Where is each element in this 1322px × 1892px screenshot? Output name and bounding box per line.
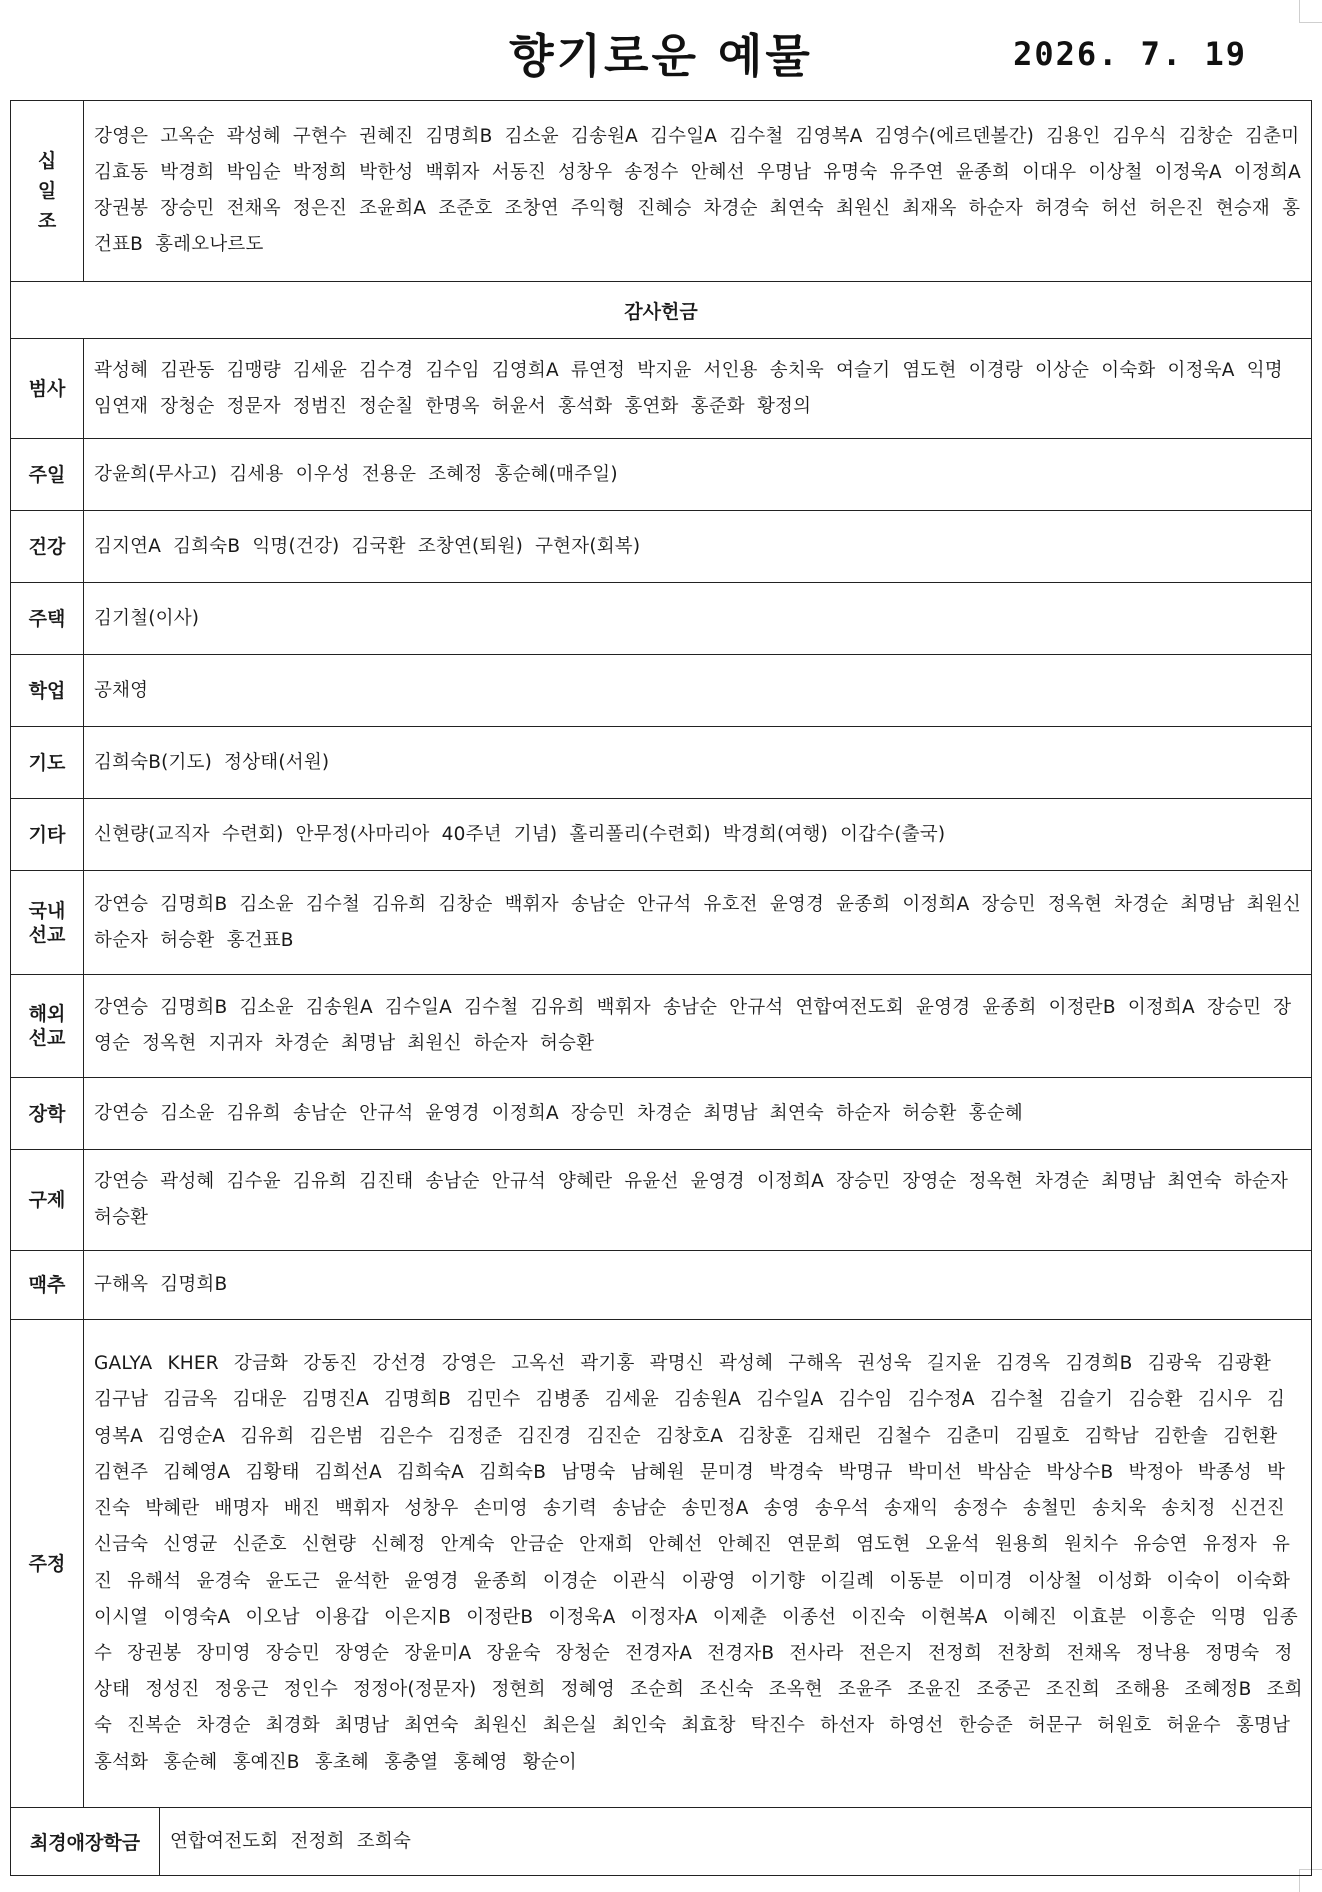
page-header	[0, 0, 1322, 100]
maekchu-label: 맥추	[11, 1251, 84, 1320]
thanks-names-beomsa: 곽성혜 김관동 김맹량 김세윤 김수경 김수임 김영희A 류연정 박지윤 서인용 송치욱 여슬기 염도현 이경랑 이상순 이숙화 이정욱A 익명 임연재 장청순 정문자 정범진 정순칠 한명옥 허윤서 홍석화 홍연화 홍준화 황정의	[84, 339, 1312, 439]
tithe-label-char-3: 조	[37, 210, 57, 232]
offerings-table	[10, 100, 1312, 1876]
thanks-label-beomsa: 범사	[11, 339, 84, 439]
weekly-offering-row	[11, 1320, 1312, 1808]
thanks-label-other: 기타	[11, 799, 84, 871]
thanks-row-beomsa	[11, 339, 1312, 439]
thanks-names-housing: 김기철(이사)	[84, 583, 1312, 655]
thanks-row-other	[11, 799, 1312, 871]
domestic-mission-label-line-2: 선교	[28, 923, 66, 946]
overseas-mission-row	[11, 975, 1312, 1078]
thanks-row-housing	[11, 583, 1312, 655]
thanks-label-study: 학업	[11, 655, 84, 727]
thanks-section-row	[11, 282, 1312, 339]
relief-label: 구제	[11, 1150, 84, 1251]
memorial-scholarship-label: 최경애장학금	[11, 1808, 160, 1876]
weekly-offering-names: GALYA KHER 강금화 강동진 강선경 강영은 고옥선 곽기홍 곽명신 곽성혜 구해옥 권성욱 길지윤 김경옥 김경희B 김광욱 김광환 김구남 김금옥 김대운 김명진A 김명희B 김민수 김병종 김세윤 김송원A 김수일A 김수임 김수정A 김수철 김슬기 김승환 김시우 김영복A 김영순A 김유희 김은범 김은수 김정준 김진경 김진순 김창호A 김창훈 김채린 김철수 김춘미 김필호 김학남 김한솔 김헌환 김현주 김혜영A 김황태 김희선A 김희숙A 김희숙B 남명숙 남혜원 문미경 박경숙 박명규 박미선 박삼순 박상수B 박정아 박종성 박진숙 박혜란 배명자 배진 백휘자 성창우 손미영 송기력 송남순 송민정A 송영 송우석 송재익 송정수 송철민 송치욱 송치정 신건진 신금숙 신영균 신준호 신현량 신혜정 안계숙 안금순 안재희 안혜선 안혜진 연문희 염도현 오윤석 원용희 원치수 유승연 유정자 유진 유해석 윤경숙 윤도근 윤석한 윤영경 윤종희 이경순 이관식 이광영 이기향 이길례 이동분 이미경 이상철 이성화 이숙이 이숙화 이시열 이영숙A 이오남 이용갑 이은지B 이정란B 이정욱A 이정자A 이제춘 이종선 이진숙 이현복A 이혜진 이효분 이흥순 익명 임종수 장권봉 장미영 장승민 장영순 장윤미A 장윤숙 장청순 전경자A 전경자B 전사라 전은지 전정희 전창희 전채옥 정낙용 정명숙 정상태 정성진 정웅근 정인수 정정아(정문자) 정현희 정혜영 조순희 조신숙 조옥현 조윤주 조윤진 조중곤 조진희 조해용 조혜정B 조희숙 진복순 차경순 최경화 최명남 최연숙 최원신 최은실 최인숙 최효창 탁진수 하선자 하영선 한승준 허문구 허원호 허윤수 홍명남 홍석화 홍순혜 홍예진B 홍초혜 홍충열 홍혜영 황순이	[84, 1320, 1312, 1808]
tithe-label-char-2: 일	[37, 180, 57, 202]
thanks-names-study: 공채영	[84, 655, 1312, 727]
maekchu-names: 구해옥 김명희B	[84, 1251, 1312, 1320]
maekchu-row	[11, 1251, 1312, 1320]
weekly-offering-label: 주정	[11, 1320, 84, 1808]
thanks-row-health	[11, 511, 1312, 583]
tithe-label	[11, 101, 84, 282]
thanks-section-heading: 감사헌금	[11, 282, 1312, 339]
tithe-row	[11, 101, 1312, 282]
thanks-row-prayer	[11, 727, 1312, 799]
tithe-label-char-1: 십	[37, 150, 57, 172]
thanks-label-housing: 주택	[11, 583, 84, 655]
tithe-names: 강영은 고옥순 곽성혜 구현수 권혜진 김명희B 김소윤 김송원A 김수일A 김수철 김영복A 김영수(에르덴볼간) 김용인 김우식 김창순 김춘미 김효동 박경희 박임순 박정희 박한성 백휘자 서동진 성창우 송정수 안혜선 우명남 유명숙 유주연 윤종희 이대우 이상철 이정욱A 이정희A 장권봉 장승민 전채옥 정은진 조윤희A 조준호 조창연 주익형 진혜승 차경순 최연숙 최원신 최재옥 하순자 허경숙 허선 허은진 현승재 홍건표B 홍레오나르도	[84, 101, 1312, 282]
thanks-names-health: 김지연A 김희숙B 익명(건강) 김국환 조창연(퇴원) 구현자(회복)	[84, 511, 1312, 583]
overseas-mission-label	[11, 975, 84, 1078]
thanks-label-health: 건강	[11, 511, 84, 583]
domestic-mission-names: 강연승 김명희B 김소윤 김수철 김유희 김창순 백휘자 송남순 안규석 유호전 윤영경 윤종희 이정희A 장승민 정옥현 차경순 최명남 최원신 하순자 허승환 홍건표B	[84, 871, 1312, 975]
scholarship-names: 강연승 김소윤 김유희 송남순 안규석 윤영경 이정희A 장승민 차경순 최명남 최연숙 하순자 허승환 홍순혜	[84, 1078, 1312, 1150]
thanks-label-prayer: 기도	[11, 727, 84, 799]
service-date: 2026. 7. 19	[1013, 35, 1247, 73]
thanks-row-study	[11, 655, 1312, 727]
overseas-mission-names: 강연승 김명희B 김소윤 김송원A 김수일A 김수철 김유희 백휘자 송남순 안규석 연합여전도회 윤영경 윤종희 이정란B 이정희A 장승민 장영순 정옥현 지귀자 차경순 최명남 최원신 하순자 허승환	[84, 975, 1312, 1078]
memorial-scholarship-row	[11, 1808, 1312, 1876]
thanks-label-juil: 주일	[11, 439, 84, 511]
domestic-mission-label-line-1: 국내	[28, 899, 66, 922]
tithe-label-text	[38, 146, 56, 236]
memorial-scholarship-names: 연합여전도회 전정희 조희숙	[160, 1808, 1312, 1876]
scholarship-label: 장학	[11, 1078, 84, 1150]
page-title: 향기로운 예물	[509, 29, 813, 83]
thanks-names-juil: 강윤희(무사고) 김세용 이우성 전용운 조혜정 홍순혜(매주일)	[84, 439, 1312, 511]
domestic-mission-label	[11, 871, 84, 975]
domestic-mission-row	[11, 871, 1312, 975]
thanks-names-prayer: 김희숙B(기도) 정상태(서원)	[84, 727, 1312, 799]
thanks-names-other: 신현량(교직자 수련회) 안무정(사마리아 40주년 기념) 홀리폴리(수련회) 박경희(여행) 이갑수(출국)	[84, 799, 1312, 871]
overseas-mission-label-line-2: 선교	[28, 1027, 66, 1049]
relief-row	[11, 1150, 1312, 1251]
relief-names: 강연승 곽성혜 김수윤 김유희 김진태 송남순 안규석 양혜란 유윤선 윤영경 이정희A 장승민 장영순 정옥현 차경순 최명남 최연숙 하순자 허승환	[84, 1150, 1312, 1251]
scholarship-row	[11, 1078, 1312, 1150]
overseas-mission-label-line-1: 해외	[28, 1003, 66, 1025]
thanks-row-juil	[11, 439, 1312, 511]
